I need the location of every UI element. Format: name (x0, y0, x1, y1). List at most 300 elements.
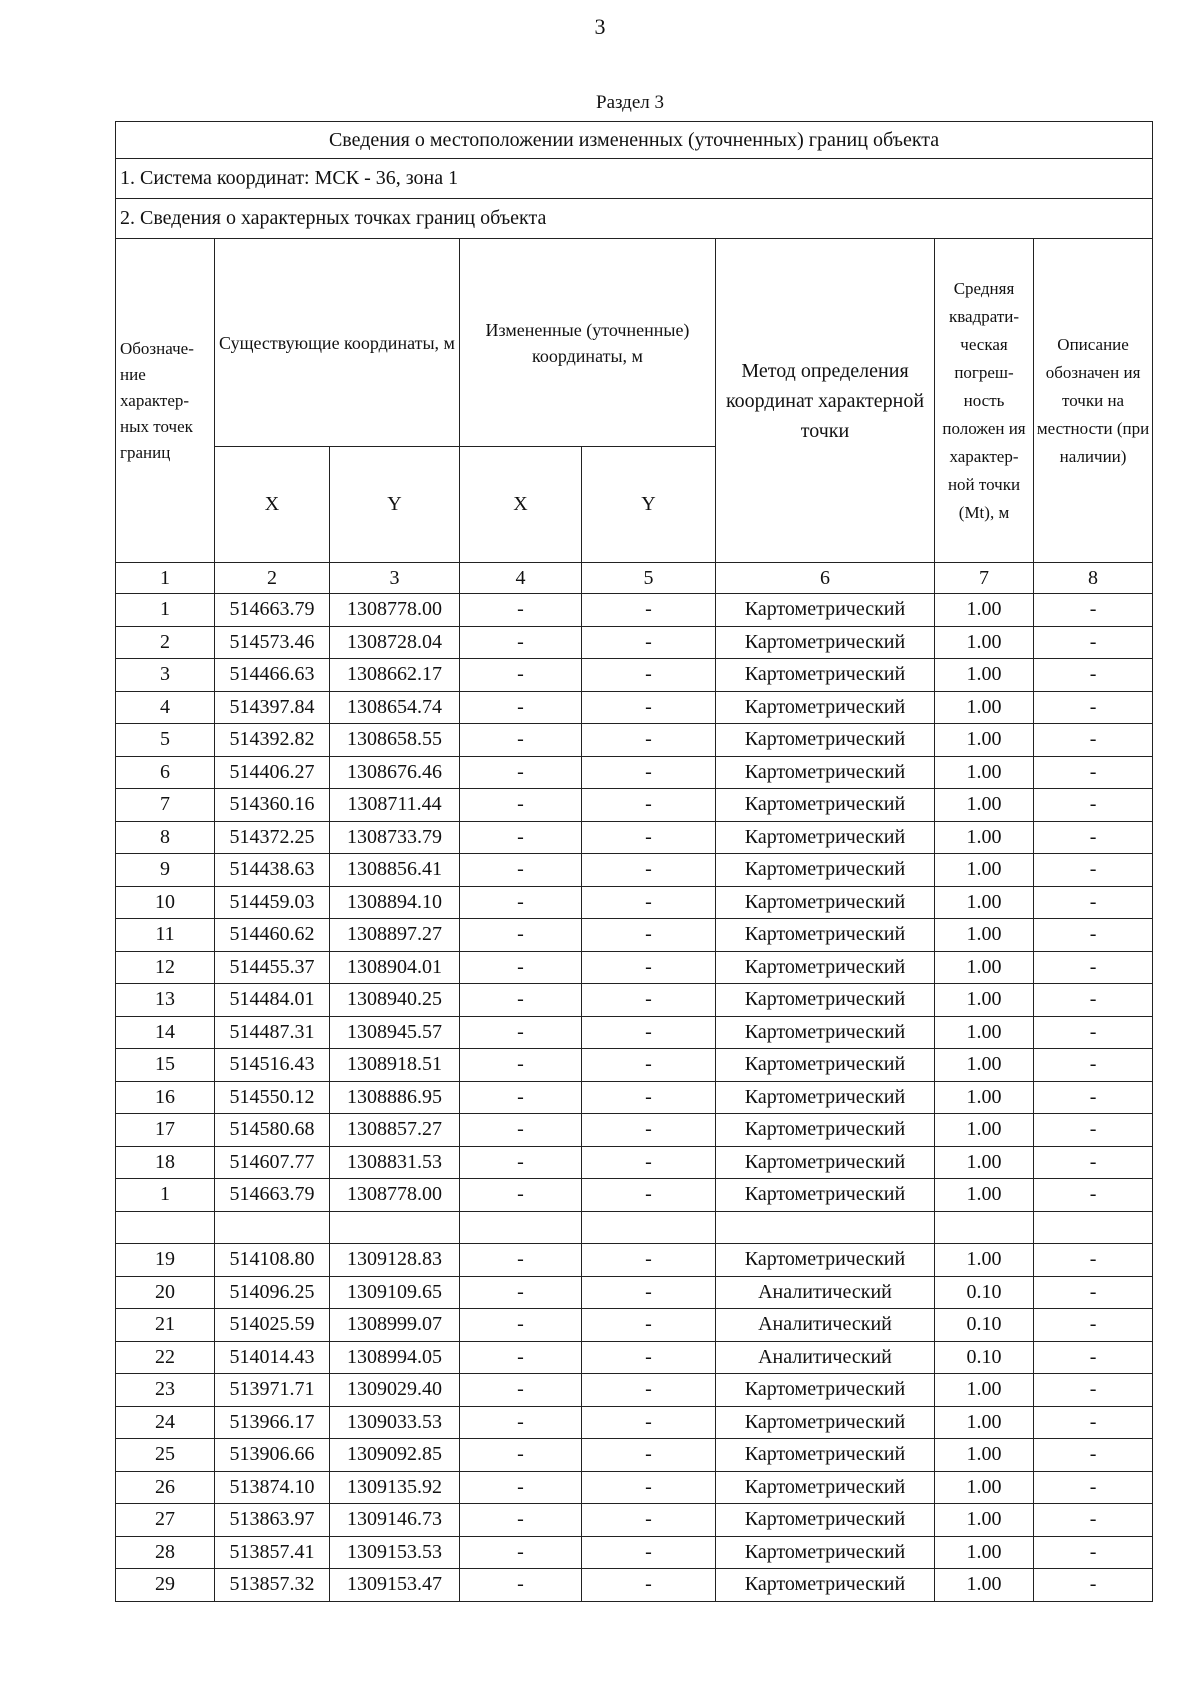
cell-method: Картометрический (716, 789, 935, 822)
cell-point-id (116, 1211, 215, 1244)
cell-changed-y: - (582, 691, 716, 724)
coordinate-system: 1. Система координат: МСК - 36, зона 1 (116, 159, 1153, 199)
cell-changed-y: - (582, 1244, 716, 1277)
header-existing-x: X (215, 447, 330, 563)
cell-point-id: 5 (116, 724, 215, 757)
cell-description (1034, 1211, 1153, 1244)
cell-existing-x: 514573.46 (215, 626, 330, 659)
cell-changed-x: - (460, 919, 582, 952)
cell-changed-x: - (460, 1569, 582, 1602)
cell-existing-y: 1308945.57 (330, 1016, 460, 1049)
column-number: 7 (935, 563, 1034, 594)
cell-changed-x: - (460, 951, 582, 984)
cell-point-id: 17 (116, 1114, 215, 1147)
cell-point-id: 25 (116, 1439, 215, 1472)
cell-existing-x: 514663.79 (215, 1179, 330, 1212)
table-row (116, 789, 1153, 822)
cell-point-id: 22 (116, 1341, 215, 1374)
cell-mean-square-error: 1.00 (935, 854, 1034, 887)
cell-changed-x: - (460, 1309, 582, 1342)
cell-description: - (1034, 1374, 1153, 1407)
cell-existing-x: 514392.82 (215, 724, 330, 757)
cell-changed-x: - (460, 984, 582, 1017)
cell-point-id: 15 (116, 1049, 215, 1082)
cell-description: - (1034, 626, 1153, 659)
cell-description: - (1034, 1244, 1153, 1277)
header-changed-coordinates: Измененные (уточненные) координаты, м (460, 239, 716, 447)
cell-changed-y: - (582, 821, 716, 854)
cell-method: Картометрический (716, 854, 935, 887)
cell-changed-y: - (582, 1471, 716, 1504)
cell-mean-square-error: 1.00 (935, 789, 1034, 822)
column-number: 5 (582, 563, 716, 594)
cell-mean-square-error: 1.00 (935, 659, 1034, 692)
cell-method: Картометрический (716, 626, 935, 659)
cell-description: - (1034, 1309, 1153, 1342)
cell-method: Картометрический (716, 1114, 935, 1147)
cell-existing-x: 513874.10 (215, 1471, 330, 1504)
cell-method: Картометрический (716, 1179, 935, 1212)
boundary-points-table (115, 121, 1153, 1602)
cell-existing-x: 514460.62 (215, 919, 330, 952)
cell-method: Картометрический (716, 1406, 935, 1439)
cell-description: - (1034, 1146, 1153, 1179)
cell-existing-x: 514455.37 (215, 951, 330, 984)
cell-mean-square-error: 1.00 (935, 821, 1034, 854)
cell-mean-square-error: 1.00 (935, 1146, 1034, 1179)
cell-existing-x: 514550.12 (215, 1081, 330, 1114)
cell-existing-y: 1308994.05 (330, 1341, 460, 1374)
cell-changed-x: - (460, 1341, 582, 1374)
cell-existing-x: 514438.63 (215, 854, 330, 887)
cell-description: - (1034, 691, 1153, 724)
cell-changed-x: - (460, 1179, 582, 1212)
table-row (116, 1406, 1153, 1439)
cell-existing-y: 1309033.53 (330, 1406, 460, 1439)
cell-changed-y: - (582, 1569, 716, 1602)
cell-method: Аналитический (716, 1309, 935, 1342)
cell-existing-y: 1309029.40 (330, 1374, 460, 1407)
cell-mean-square-error: 1.00 (935, 1569, 1034, 1602)
cell-existing-x: 513971.71 (215, 1374, 330, 1407)
cell-existing-y: 1309146.73 (330, 1504, 460, 1537)
cell-description: - (1034, 854, 1153, 887)
cell-changed-x: - (460, 691, 582, 724)
column-number: 6 (716, 563, 935, 594)
cell-description: - (1034, 1016, 1153, 1049)
section-label: Раздел 3 (596, 92, 664, 113)
cell-mean-square-error: 1.00 (935, 691, 1034, 724)
cell-existing-y: 1309135.92 (330, 1471, 460, 1504)
cell-description: - (1034, 1276, 1153, 1309)
cell-point-id: 3 (116, 659, 215, 692)
cell-point-id: 11 (116, 919, 215, 952)
cell-point-id: 7 (116, 789, 215, 822)
header-point-designation: Обозначе- ние характер- ных точек границ (116, 239, 215, 563)
cell-mean-square-error: 1.00 (935, 1406, 1034, 1439)
table-row (116, 1536, 1153, 1569)
cell-method: Картометрический (716, 886, 935, 919)
header-point-description: Описание обозначен ия точки на местности (при наличии) (1034, 239, 1153, 563)
cell-mean-square-error: 1.00 (935, 1374, 1034, 1407)
cell-changed-y: - (582, 1179, 716, 1212)
cell-description: - (1034, 1341, 1153, 1374)
cell-method: Картометрический (716, 1439, 935, 1472)
cell-mean-square-error: 1.00 (935, 1536, 1034, 1569)
cell-existing-x: 513857.41 (215, 1536, 330, 1569)
points-info-heading: 2. Сведения о характерных точках границ объекта (116, 199, 1153, 239)
cell-changed-y: - (582, 789, 716, 822)
cell-description: - (1034, 1439, 1153, 1472)
cell-method: Картометрический (716, 951, 935, 984)
cell-changed-x: - (460, 821, 582, 854)
cell-changed-y: - (582, 1536, 716, 1569)
cell-point-id: 21 (116, 1309, 215, 1342)
cell-existing-x: 514484.01 (215, 984, 330, 1017)
cell-point-id: 10 (116, 886, 215, 919)
cell-point-id: 27 (116, 1504, 215, 1537)
cell-description: - (1034, 1471, 1153, 1504)
cell-changed-y: - (582, 1016, 716, 1049)
cell-existing-x: 514014.43 (215, 1341, 330, 1374)
table-row (116, 886, 1153, 919)
cell-changed-x: - (460, 1536, 582, 1569)
cell-mean-square-error: 1.00 (935, 1016, 1034, 1049)
cell-existing-y: 1308904.01 (330, 951, 460, 984)
cell-mean-square-error: 1.00 (935, 1471, 1034, 1504)
cell-changed-x (460, 1211, 582, 1244)
cell-point-id: 6 (116, 756, 215, 789)
cell-point-id: 23 (116, 1374, 215, 1407)
cell-existing-y: 1309128.83 (330, 1244, 460, 1277)
cell-existing-y: 1308676.46 (330, 756, 460, 789)
cell-description: - (1034, 821, 1153, 854)
cell-existing-y: 1308662.17 (330, 659, 460, 692)
table-row (116, 984, 1153, 1017)
cell-existing-y: 1308658.55 (330, 724, 460, 757)
cell-method: Картометрический (716, 756, 935, 789)
cell-changed-y: - (582, 724, 716, 757)
table-row (116, 594, 1153, 627)
cell-mean-square-error: 1.00 (935, 1114, 1034, 1147)
cell-point-id: 4 (116, 691, 215, 724)
table-row (116, 821, 1153, 854)
cell-method: Картометрический (716, 691, 935, 724)
cell-point-id: 9 (116, 854, 215, 887)
cell-changed-y: - (582, 1439, 716, 1472)
cell-existing-y: 1309153.53 (330, 1536, 460, 1569)
table-row (116, 1179, 1153, 1212)
cell-existing-x: 514466.63 (215, 659, 330, 692)
cell-changed-x: - (460, 1114, 582, 1147)
table-row (116, 1439, 1153, 1472)
table-row (116, 1081, 1153, 1114)
cell-method: Картометрический (716, 1504, 935, 1537)
cell-mean-square-error: 1.00 (935, 886, 1034, 919)
cell-changed-x: - (460, 1374, 582, 1407)
cell-method: Картометрический (716, 659, 935, 692)
cell-changed-y: - (582, 1276, 716, 1309)
cell-point-id: 24 (116, 1406, 215, 1439)
cell-existing-x: 514360.16 (215, 789, 330, 822)
cell-changed-y: - (582, 1049, 716, 1082)
cell-changed-y: - (582, 594, 716, 627)
cell-changed-y: - (582, 1114, 716, 1147)
column-numbers-row (116, 563, 1153, 594)
cell-existing-y: 1308999.07 (330, 1309, 460, 1342)
cell-existing-y: 1309109.65 (330, 1276, 460, 1309)
cell-existing-y (330, 1211, 460, 1244)
cell-mean-square-error: 1.00 (935, 1049, 1034, 1082)
cell-mean-square-error: 1.00 (935, 1504, 1034, 1537)
cell-description: - (1034, 886, 1153, 919)
cell-existing-y: 1308778.00 (330, 1179, 460, 1212)
cell-existing-x: 514372.25 (215, 821, 330, 854)
cell-method: Картометрический (716, 1146, 935, 1179)
cell-existing-y: 1308654.74 (330, 691, 460, 724)
cell-existing-x: 514487.31 (215, 1016, 330, 1049)
cell-description: - (1034, 984, 1153, 1017)
cell-mean-square-error: 1.00 (935, 1439, 1034, 1472)
table-row (116, 691, 1153, 724)
cell-changed-x: - (460, 756, 582, 789)
table-row (116, 1569, 1153, 1602)
table-row (116, 1341, 1153, 1374)
cell-mean-square-error: 1.00 (935, 984, 1034, 1017)
cell-changed-x: - (460, 1146, 582, 1179)
cell-existing-y: 1308856.41 (330, 854, 460, 887)
cell-changed-x: - (460, 789, 582, 822)
cell-method: Картометрический (716, 724, 935, 757)
cell-point-id: 2 (116, 626, 215, 659)
cell-method: Картометрический (716, 1016, 935, 1049)
cell-changed-x: - (460, 1439, 582, 1472)
cell-changed-y: - (582, 1374, 716, 1407)
cell-existing-x: 514025.59 (215, 1309, 330, 1342)
cell-existing-y: 1309092.85 (330, 1439, 460, 1472)
cell-mean-square-error: 1.00 (935, 724, 1034, 757)
cell-description: - (1034, 756, 1153, 789)
cell-description: - (1034, 1081, 1153, 1114)
cell-description: - (1034, 659, 1153, 692)
column-number: 1 (116, 563, 215, 594)
table-row (116, 951, 1153, 984)
cell-existing-x (215, 1211, 330, 1244)
cell-description: - (1034, 1114, 1153, 1147)
cell-changed-x: - (460, 886, 582, 919)
table-row (116, 1309, 1153, 1342)
cell-description: - (1034, 919, 1153, 952)
cell-point-id: 1 (116, 594, 215, 627)
cell-existing-x: 514607.77 (215, 1146, 330, 1179)
cell-existing-y: 1308778.00 (330, 594, 460, 627)
header-method: Метод определения координат характерной точки (716, 239, 935, 563)
cell-method (716, 1211, 935, 1244)
cell-mean-square-error: 1.00 (935, 1179, 1034, 1212)
header-existing-y: Y (330, 447, 460, 563)
column-number: 4 (460, 563, 582, 594)
cell-existing-x: 514096.25 (215, 1276, 330, 1309)
cell-method: Картометрический (716, 1049, 935, 1082)
cell-mean-square-error: 1.00 (935, 1244, 1034, 1277)
cell-existing-x: 514406.27 (215, 756, 330, 789)
cell-existing-x: 514516.43 (215, 1049, 330, 1082)
cell-description: - (1034, 1504, 1153, 1537)
cell-mean-square-error (935, 1211, 1034, 1244)
cell-changed-y: - (582, 1081, 716, 1114)
header-existing-coordinates: Существующие координаты, м (215, 239, 460, 447)
cell-method: Аналитический (716, 1276, 935, 1309)
table-row-separator (116, 1211, 1153, 1244)
cell-method: Картометрический (716, 1569, 935, 1602)
cell-existing-x: 514459.03 (215, 886, 330, 919)
cell-changed-y: - (582, 1504, 716, 1537)
cell-changed-x: - (460, 594, 582, 627)
cell-point-id: 29 (116, 1569, 215, 1602)
cell-mean-square-error: 0.10 (935, 1309, 1034, 1342)
cell-method: Картометрический (716, 821, 935, 854)
cell-existing-x: 514580.68 (215, 1114, 330, 1147)
cell-method: Картометрический (716, 1244, 935, 1277)
cell-changed-y: - (582, 626, 716, 659)
cell-method: Картометрический (716, 984, 935, 1017)
cell-mean-square-error: 1.00 (935, 626, 1034, 659)
cell-existing-x: 514108.80 (215, 1244, 330, 1277)
cell-changed-y: - (582, 659, 716, 692)
cell-mean-square-error: 1.00 (935, 1081, 1034, 1114)
cell-description: - (1034, 1569, 1153, 1602)
cell-existing-y: 1308897.27 (330, 919, 460, 952)
cell-existing-y: 1309153.47 (330, 1569, 460, 1602)
cell-changed-y: - (582, 919, 716, 952)
header-changed-y: Y (582, 447, 716, 563)
table-row (116, 659, 1153, 692)
cell-point-id: 16 (116, 1081, 215, 1114)
column-number: 3 (330, 563, 460, 594)
cell-point-id: 14 (116, 1016, 215, 1049)
cell-method: Картометрический (716, 594, 935, 627)
cell-changed-x: - (460, 659, 582, 692)
cell-description: - (1034, 951, 1153, 984)
cell-existing-x: 514663.79 (215, 594, 330, 627)
table-row (116, 1016, 1153, 1049)
cell-existing-x: 513966.17 (215, 1406, 330, 1439)
cell-changed-x: - (460, 854, 582, 887)
table-title: Сведения о местоположении измененных (уточненных) границ объекта (116, 122, 1153, 159)
cell-point-id: 26 (116, 1471, 215, 1504)
column-number: 2 (215, 563, 330, 594)
cell-changed-y: - (582, 756, 716, 789)
cell-existing-y: 1308733.79 (330, 821, 460, 854)
table-row (116, 1114, 1153, 1147)
cell-existing-y: 1308886.95 (330, 1081, 460, 1114)
cell-changed-x: - (460, 724, 582, 757)
table-row (116, 1374, 1153, 1407)
cell-mean-square-error: 1.00 (935, 756, 1034, 789)
cell-existing-y: 1308728.04 (330, 626, 460, 659)
cell-changed-x: - (460, 1504, 582, 1537)
table-row (116, 1049, 1153, 1082)
cell-description: - (1034, 1406, 1153, 1439)
cell-existing-y: 1308711.44 (330, 789, 460, 822)
cell-changed-x: - (460, 1406, 582, 1439)
cell-description: - (1034, 724, 1153, 757)
cell-mean-square-error: 1.00 (935, 919, 1034, 952)
cell-method: Картометрический (716, 919, 935, 952)
table-row (116, 1244, 1153, 1277)
cell-mean-square-error: 0.10 (935, 1341, 1034, 1374)
cell-point-id: 13 (116, 984, 215, 1017)
cell-method: Аналитический (716, 1341, 935, 1374)
cell-existing-x: 513906.66 (215, 1439, 330, 1472)
cell-point-id: 20 (116, 1276, 215, 1309)
column-number: 8 (1034, 563, 1153, 594)
cell-changed-y: - (582, 984, 716, 1017)
cell-changed-x: - (460, 1471, 582, 1504)
table-row (116, 854, 1153, 887)
cell-changed-y: - (582, 1341, 716, 1374)
table-row (116, 1276, 1153, 1309)
cell-point-id: 18 (116, 1146, 215, 1179)
cell-changed-y (582, 1211, 716, 1244)
cell-changed-x: - (460, 1244, 582, 1277)
cell-mean-square-error: 1.00 (935, 594, 1034, 627)
table-row (116, 724, 1153, 757)
cell-changed-y: - (582, 1406, 716, 1439)
cell-existing-x: 513863.97 (215, 1504, 330, 1537)
cell-existing-x: 513857.32 (215, 1569, 330, 1602)
table-row (116, 756, 1153, 789)
cell-changed-x: - (460, 626, 582, 659)
table-row (116, 626, 1153, 659)
cell-changed-x: - (460, 1016, 582, 1049)
cell-description: - (1034, 1179, 1153, 1212)
cell-existing-y: 1308918.51 (330, 1049, 460, 1082)
cell-description: - (1034, 1536, 1153, 1569)
page-number: 3 (594, 14, 606, 39)
cell-changed-x: - (460, 1276, 582, 1309)
cell-changed-y: - (582, 854, 716, 887)
cell-method: Картометрический (716, 1536, 935, 1569)
table-row (116, 1146, 1153, 1179)
cell-existing-x: 514397.84 (215, 691, 330, 724)
cell-changed-x: - (460, 1081, 582, 1114)
cell-existing-y: 1308894.10 (330, 886, 460, 919)
cell-mean-square-error: 0.10 (935, 1276, 1034, 1309)
table-row (116, 919, 1153, 952)
cell-point-id: 8 (116, 821, 215, 854)
table-row (116, 1504, 1153, 1537)
cell-point-id: 28 (116, 1536, 215, 1569)
cell-description: - (1034, 789, 1153, 822)
cell-method: Картометрический (716, 1374, 935, 1407)
table-row (116, 1471, 1153, 1504)
cell-description: - (1034, 1049, 1153, 1082)
cell-point-id: 1 (116, 1179, 215, 1212)
cell-point-id: 19 (116, 1244, 215, 1277)
cell-point-id: 12 (116, 951, 215, 984)
cell-changed-y: - (582, 1146, 716, 1179)
cell-existing-y: 1308831.53 (330, 1146, 460, 1179)
cell-mean-square-error: 1.00 (935, 951, 1034, 984)
cell-changed-y: - (582, 886, 716, 919)
cell-description: - (1034, 594, 1153, 627)
header-mean-square-error: Средняя квадрати- ческая погреш- ность положен ия характер- ной точки (Mt), м (935, 239, 1034, 563)
header-changed-x: X (460, 447, 582, 563)
cell-existing-y: 1308857.27 (330, 1114, 460, 1147)
cell-method: Картометрический (716, 1471, 935, 1504)
cell-existing-y: 1308940.25 (330, 984, 460, 1017)
